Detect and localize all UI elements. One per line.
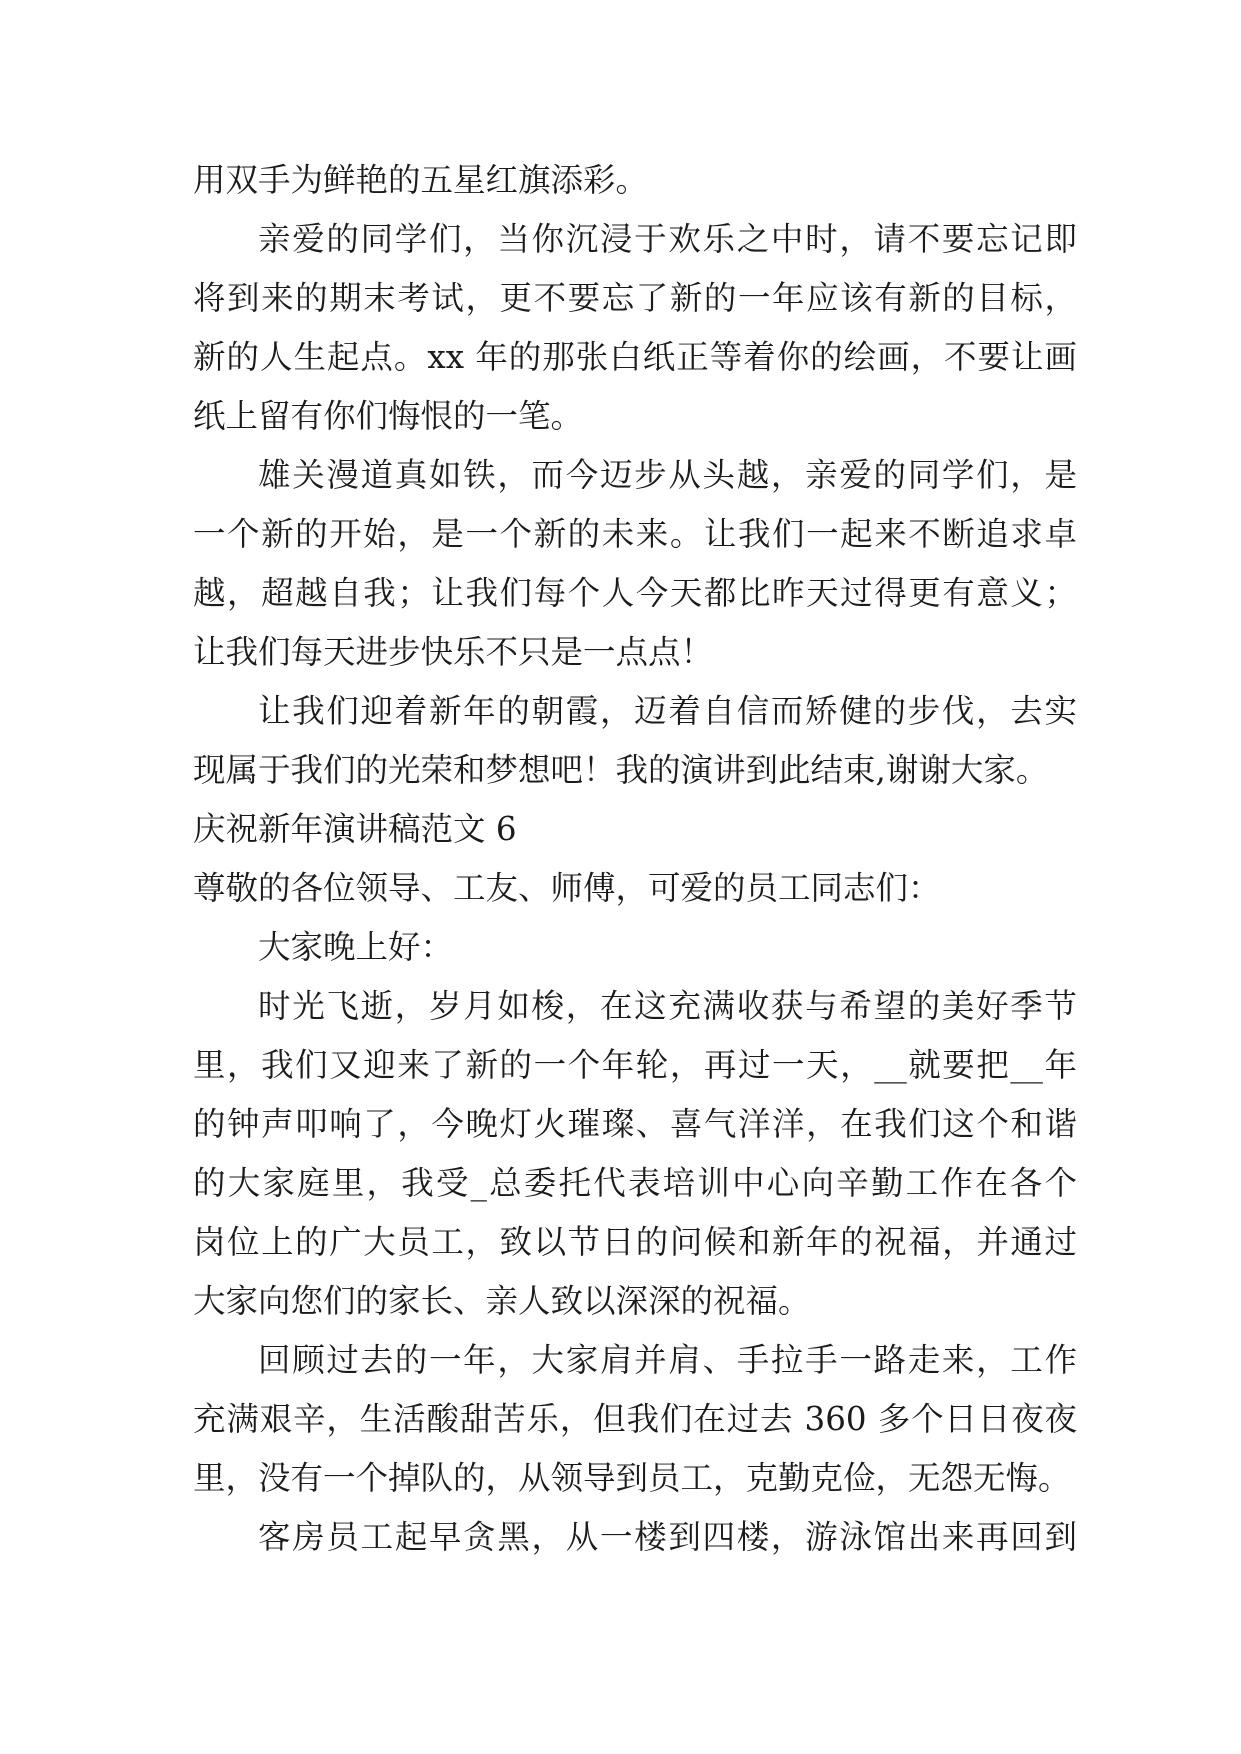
text-line: 亲爱的同学们，当你沉浸于欢乐之中时，请不要忘记即 [258,220,1077,258]
text-line: 充满艰辛，生活酸甜苦乐，但我们在过去 360 多个日日夜夜 [193,1400,1077,1438]
text-line: 纸上留有你们悔恨的一笔。 [193,397,584,435]
text-line: 让我们每天进步快乐不只是一点点！ [193,633,714,671]
text-line: 大家向您们的家长、亲人致以深深的祝福。 [193,1282,811,1320]
text-line: 回顾过去的一年，大家肩并肩、手拉手一路走来，工作 [258,1341,1077,1379]
text-line: 将到来的期末考试，更不要忘了新的一年应该有新的目标， [193,279,1077,317]
text-line: 用双手为鲜艳的五星红旗添彩。 [193,161,649,199]
text-line: 新的人生起点。xx 年的那张白纸正等着你的绘画，不要让画 [193,338,1077,376]
salutation [193,859,1077,918]
text-line: 一个新的开始，是一个新的未来。让我们一起来不断追求卓 [193,515,1077,553]
text-line: 客房员工起早贪黑，从一楼到四楼，游泳馆出来再回到 [258,1518,1077,1556]
text-line: 让我们迎着新年的朝霞，迈着自信而矫健的步伐，去实 [258,692,1077,730]
text-line: 现属于我们的光荣和梦想吧！我的演讲到此结束,谢谢大家。 [193,751,1049,789]
document-body [193,151,1077,1567]
text-line: 越，超越自我；让我们每个人今天都比昨天过得更有意义； [193,574,1077,612]
text-line: 里，没有一个掉队的，从领导到员工，克勤克俭，无怨无悔。 [193,1459,1071,1497]
paragraph [193,210,1077,446]
greeting-line: 大家晚上好： [258,928,454,966]
section-title: 庆祝新年演讲稿范文 6 [193,810,517,848]
paragraph [193,1331,1077,1508]
text-line: 里，我们又迎来了新的一个年轮，再过一天，__就要把__年 [193,1046,1077,1084]
salutation-line: 尊敬的各位领导、工友、师傅，可爱的员工同志们： [193,869,941,907]
text-line: 时光飞逝，岁月如梭，在这充满收获与希望的美好季节 [258,987,1077,1025]
paragraph [193,151,1077,210]
greeting [193,918,1077,977]
text-line: 的钟声叩响了，今晚灯火璀璨、喜气洋洋，在我们这个和谐 [193,1105,1077,1143]
text-line: 的大家庭里，我受_总委托代表培训中心向辛勤工作在各个 [193,1164,1077,1202]
text-line: 岗位上的广大员工，致以节日的问候和新年的祝福，并通过 [193,1223,1077,1261]
text-line: 雄关漫道真如铁，而今迈步从头越，亲爱的同学们，是 [258,456,1077,494]
section-heading [193,800,1077,859]
paragraph [193,1508,1077,1567]
paragraph [193,977,1077,1331]
paragraph [193,446,1077,682]
paragraph [193,682,1077,800]
